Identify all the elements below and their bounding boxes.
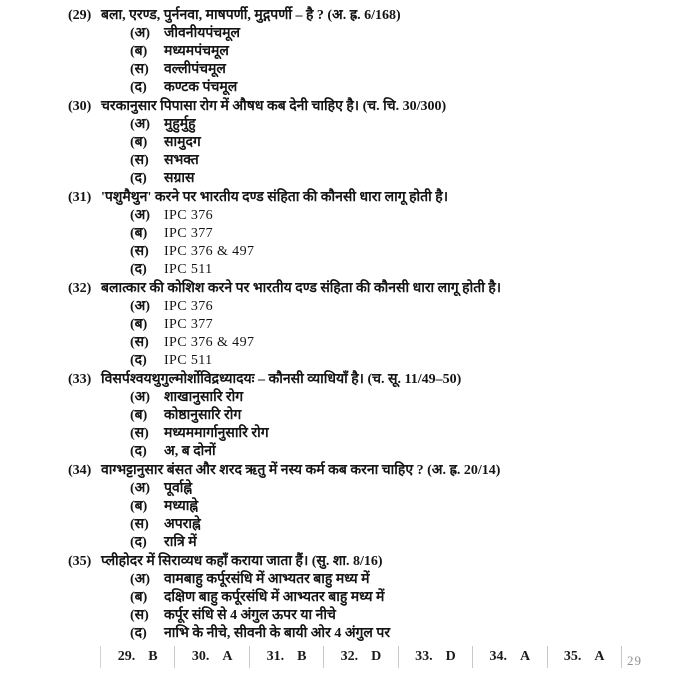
option-text: IPC 376 <box>164 299 214 314</box>
answer-key-entry <box>250 646 324 668</box>
option-b <box>130 589 660 607</box>
answer-question-number: 30. <box>191 649 210 664</box>
question-text: प्लीहोदर में सिराव्यध कहाँ कराया जाता हैं। (सु. शा. 8/16) <box>101 554 383 569</box>
option-text: वामबाहु कर्पूरसंधि में आभ्यतर बाहु मध्य में <box>164 572 370 587</box>
option-c <box>130 334 660 352</box>
option-b <box>130 316 660 334</box>
option-d <box>130 79 660 97</box>
option-c <box>130 516 660 534</box>
answer-question-number: 35. <box>563 649 582 664</box>
question-number: (31) <box>68 190 92 205</box>
options <box>68 25 660 97</box>
answer-letter: A <box>520 649 531 664</box>
option-d <box>130 261 660 279</box>
question-number: (32) <box>68 281 92 296</box>
options <box>68 207 660 279</box>
answer-question-number: 31. <box>266 649 285 664</box>
option-label: (स) <box>130 517 149 532</box>
option-d <box>130 625 660 643</box>
option-label: (स) <box>130 244 149 259</box>
answer-question-number: 29. <box>117 649 136 664</box>
option-text: जीवनीयपंचमूल <box>164 26 241 41</box>
option-text: वल्लीपंचमूल <box>164 62 226 77</box>
option-text: रात्रि में <box>164 535 197 550</box>
answer-question-number: 32. <box>340 649 359 664</box>
option-label: (ब) <box>130 135 148 150</box>
option-label: (द) <box>130 353 147 368</box>
question-text: वाग्भट्टानुसार बंसत और शरद ऋतु में नस्य कर्म कब करना चाहिए ? (अ. ह्र. 20/14) <box>101 463 501 478</box>
option-a <box>130 571 660 589</box>
question-35 <box>68 553 660 643</box>
option-text: दक्षिण बाहु कर्पूरसंधि में आभ्यतर बाहु मध्य में <box>164 590 385 605</box>
answer-question-number: 33. <box>415 649 433 664</box>
option-label: (द) <box>130 262 147 277</box>
answer-question-number: 34. <box>489 649 507 664</box>
option-a <box>130 116 660 134</box>
option-label: (अ) <box>130 390 151 405</box>
option-label: (द) <box>130 171 147 186</box>
question-header <box>68 280 660 298</box>
options <box>68 480 660 552</box>
option-label: (ब) <box>130 408 148 423</box>
option-label: (द) <box>130 444 147 459</box>
option-d <box>130 534 660 552</box>
option-a <box>130 389 660 407</box>
option-label: (ब) <box>130 499 148 514</box>
answer-key-entry <box>473 646 547 668</box>
option-text: कण्टक पंचमूल <box>164 80 238 95</box>
question-number: (30) <box>68 99 92 114</box>
answer-key-entry <box>175 646 249 668</box>
answer-key-entry <box>399 646 473 668</box>
option-d <box>130 352 660 370</box>
question-header <box>68 189 660 207</box>
option-label: (अ) <box>130 117 151 132</box>
answer-letter: A <box>594 649 605 664</box>
page-number: 29 <box>627 653 642 668</box>
option-label: (द) <box>130 535 147 550</box>
option-c <box>130 607 660 625</box>
question-30 <box>68 98 660 188</box>
option-text: सभक्त <box>164 153 199 168</box>
option-text: नाभि के नीचे, सीवनी के बायी ओर 4 अंगुल पर <box>164 626 391 641</box>
question-34 <box>68 462 660 552</box>
option-label: (द) <box>130 626 147 641</box>
option-text: IPC 511 <box>164 353 213 368</box>
question-header <box>68 553 660 571</box>
option-label: (द) <box>130 80 147 95</box>
question-header <box>68 462 660 480</box>
question-number: (33) <box>68 372 92 387</box>
option-text: पूर्वाह्ने <box>164 481 193 496</box>
option-text: शाखानुसारि रोग <box>164 390 244 405</box>
option-text: अ, ब दोनों <box>164 444 216 459</box>
option-label: (स) <box>130 153 149 168</box>
answer-letter: D <box>371 649 382 664</box>
answer-letter: D <box>445 649 456 664</box>
option-c <box>130 61 660 79</box>
question-header <box>68 371 660 389</box>
option-a <box>130 480 660 498</box>
answer-letter: B <box>297 649 307 664</box>
option-label: (अ) <box>130 299 151 314</box>
answer-key-entry <box>324 646 398 668</box>
option-a <box>130 25 660 43</box>
option-label: (अ) <box>130 572 151 587</box>
option-b <box>130 134 660 152</box>
option-label: (ब) <box>130 590 148 605</box>
option-text: IPC 376 <box>164 208 214 223</box>
option-text: कर्पूर संधि से 4 अंगुल ऊपर या नीचे <box>164 608 336 623</box>
question-33 <box>68 371 660 461</box>
option-text: सग्रास <box>164 171 195 186</box>
question-31 <box>68 189 660 279</box>
question-header <box>68 98 660 116</box>
option-text: मध्यमपंचमूल <box>164 44 229 59</box>
option-d <box>130 443 660 461</box>
option-text: अपराह्ने <box>164 517 201 532</box>
question-text: विसर्पश्वयथुगुल्मोर्शोविद्रध्यादयः – कौनसी व्याधियाँ है। (च. सू. 11/49–50) <box>101 372 462 387</box>
option-text: मध्यममार्गानुसारि रोग <box>164 426 269 441</box>
option-label: (अ) <box>130 208 151 223</box>
question-text: 'पशुमैथुन' करने पर भारतीय दण्ड संहिता की कौनसी धारा लागू होती है। <box>101 190 448 205</box>
option-label: (अ) <box>130 26 151 41</box>
options <box>68 116 660 188</box>
answer-key-entry <box>548 646 622 668</box>
option-text: मुहुर्मुहु <box>164 117 196 132</box>
options <box>68 298 660 370</box>
option-text: IPC 511 <box>164 262 213 277</box>
option-a <box>130 298 660 316</box>
question-header <box>68 7 660 25</box>
question-29 <box>68 7 660 97</box>
question-text: बला, एरण्ड, पुर्ननवा, माषपर्णी, मुद्गपर्णी – है ? (अ. ह्र. 6/168) <box>101 8 401 23</box>
option-label: (अ) <box>130 481 151 496</box>
answer-key-strip <box>100 646 622 668</box>
option-label: (स) <box>130 335 149 350</box>
option-text: IPC 376 & 497 <box>164 244 255 259</box>
option-label: (स) <box>130 608 149 623</box>
option-b <box>130 407 660 425</box>
question-text: बलात्कार की कोशिश करने पर भारतीय दण्ड संहिता की कौनसी धारा लागू होती है। <box>101 281 502 296</box>
option-a <box>130 207 660 225</box>
option-label: (स) <box>130 62 149 77</box>
option-text: IPC 377 <box>164 226 214 241</box>
option-b <box>130 225 660 243</box>
question-32 <box>68 280 660 370</box>
option-text: सामुदग <box>164 135 201 150</box>
option-c <box>130 152 660 170</box>
option-text: IPC 377 <box>164 317 214 332</box>
answer-key-entry <box>101 646 175 668</box>
option-text: मध्याह्ने <box>164 499 199 514</box>
answer-letter: B <box>148 649 158 664</box>
option-label: (ब) <box>130 226 148 241</box>
question-text: चरकानुसार पिपासा रोग में औषध कब देनी चाहिए है। (च. चि. 30/300) <box>101 99 447 114</box>
option-c <box>130 425 660 443</box>
option-b <box>130 43 660 61</box>
options <box>68 389 660 461</box>
question-number: (29) <box>68 8 92 23</box>
question-number: (34) <box>68 463 92 478</box>
answer-letter: A <box>222 649 233 664</box>
option-label: (ब) <box>130 44 148 59</box>
option-label: (ब) <box>130 317 148 332</box>
option-label: (स) <box>130 426 149 441</box>
question-number: (35) <box>68 554 92 569</box>
option-text: IPC 376 & 497 <box>164 335 255 350</box>
option-d <box>130 170 660 188</box>
options <box>68 571 660 643</box>
option-b <box>130 498 660 516</box>
option-c <box>130 243 660 261</box>
option-text: कोष्ठानुसारि रोग <box>164 408 242 423</box>
